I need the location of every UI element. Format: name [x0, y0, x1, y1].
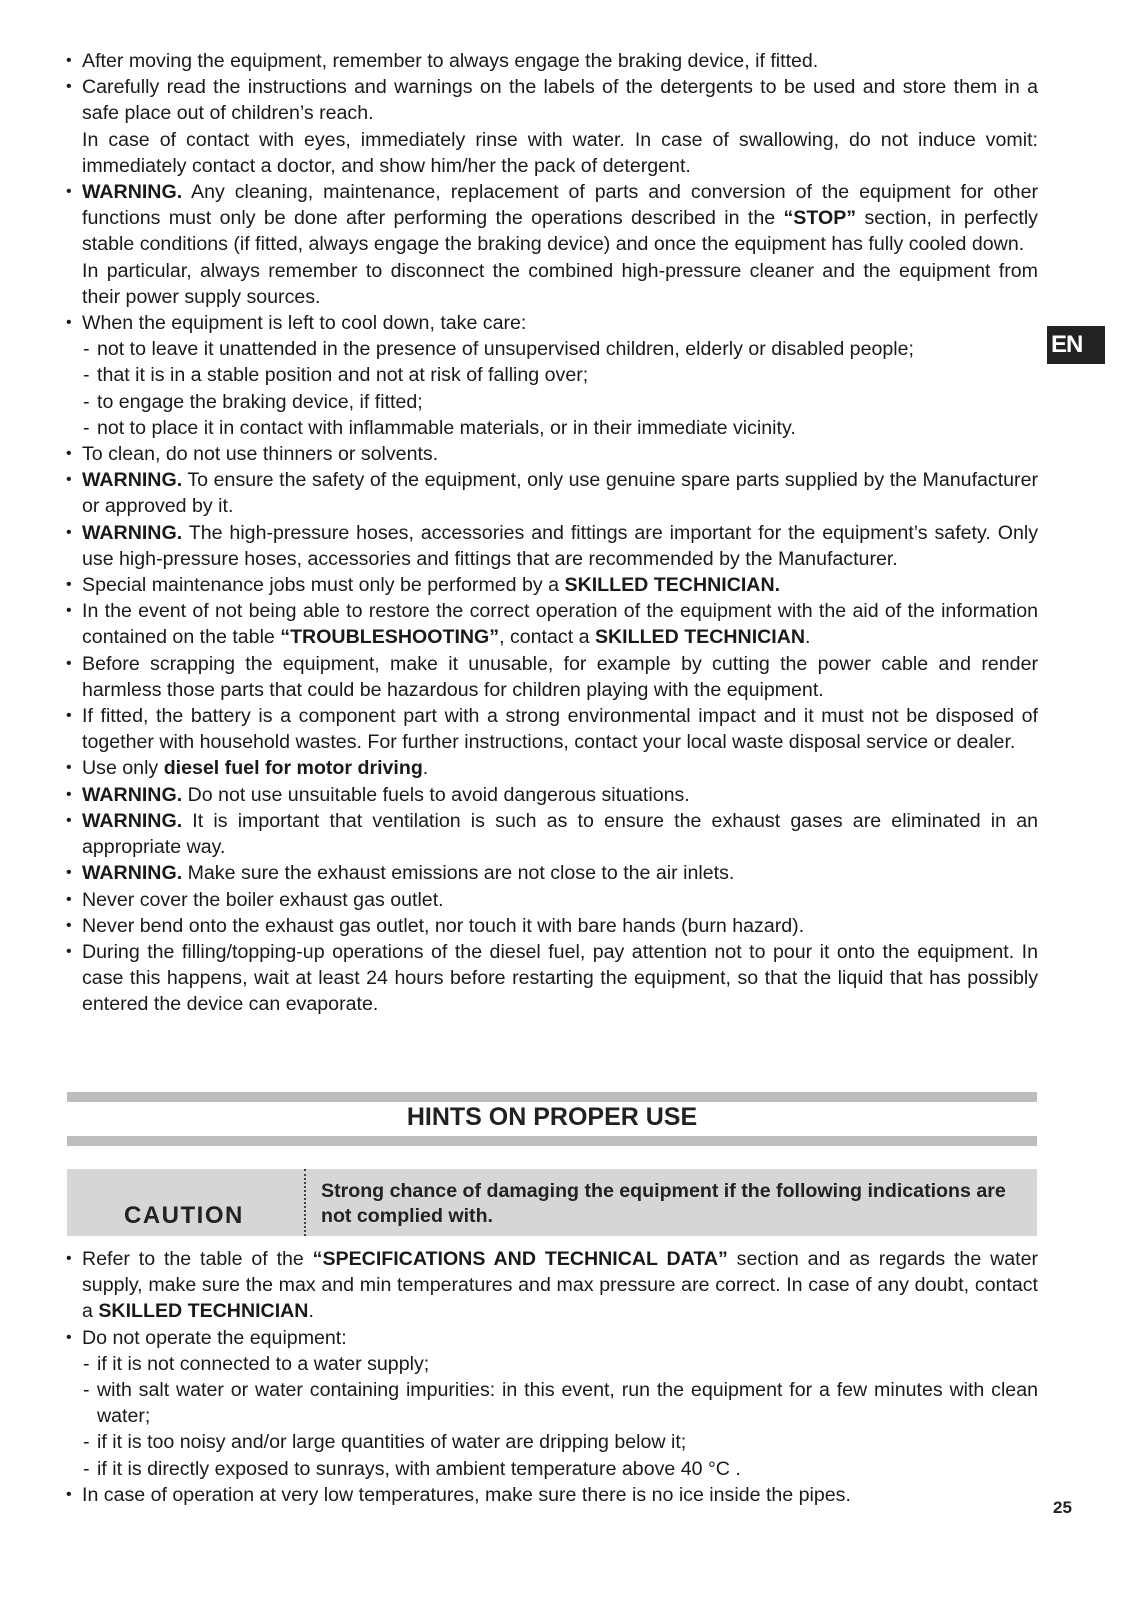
bold-text: SKILLED TECHNICIAN	[98, 1300, 309, 1323]
list-item	[66, 913, 1038, 939]
text-run: Do not operate the equipment:	[82, 1326, 347, 1349]
text-run: Never cover the boiler exhaust gas outlet.	[82, 888, 444, 911]
sub-list-item	[66, 1429, 1038, 1455]
list-item	[66, 1325, 1038, 1351]
list-item	[66, 651, 1038, 703]
bold-text: SKILLED TECHNICIAN.	[564, 574, 781, 597]
text-run: not to leave it unattended in the presence of unsupervised children, elderly or disabled people;	[97, 338, 914, 361]
list-item	[66, 441, 1038, 467]
text-run: , contact a	[499, 626, 595, 649]
list-item	[66, 755, 1038, 781]
text-run: During the filling/topping-up operations of the diesel fuel, pay attention not to pour it onto the equipment. In case this happens, wait at least 24 hours before restarting the equipment, so that the liquid that has possibly entered the device can evaporate.	[82, 940, 1038, 1016]
text-run: Use only	[82, 757, 164, 780]
bold-text: diesel fuel for motor driving	[163, 757, 423, 780]
bold-text: “TROUBLESHOOTING”	[280, 626, 500, 649]
text-run: if it is not connected to a water supply;	[97, 1352, 430, 1375]
bold-text: “STOP”	[783, 207, 857, 230]
text-run: The high-pressure hoses, accessories and fittings are important for the equipment’s safety. Only use high-pressure hoses, accessories and fittings that are recommended by the Manufacturer.	[82, 521, 1038, 570]
text-run: If fitted, the battery is a component part with a strong environmental impact and it must not be disposed of together with household wastes. For further instructions, contact your local waste disposal service or dealer.	[82, 705, 1038, 754]
text-run: When the equipment is left to cool down, take care:	[82, 312, 527, 335]
text-run: It is important that ventilation is such as to ensure the exhaust gases are eliminated in an appropriate way.	[82, 809, 1038, 859]
text-run: To clean, do not use thinners or solvents.	[82, 443, 439, 466]
text-run: In case of operation at very low temperatures, make sure there is no ice inside the pipes.	[82, 1483, 851, 1506]
list-item	[66, 703, 1038, 755]
text-run: .	[308, 1300, 314, 1323]
text-run: In particular, always remember to disconnect the combined high-pressure cleaner and the equipment from their power supply sources.	[82, 259, 1038, 308]
list-item	[66, 860, 1038, 886]
text-run: .	[422, 757, 429, 780]
text-run: Make sure the exhaust emissions are not close to the air inlets.	[182, 862, 735, 885]
bold-text: “SPECIFICATIONS AND TECHNICAL DATA”	[312, 1248, 728, 1270]
bold-text: WARNING.	[82, 521, 183, 544]
paragraph-continuation	[66, 258, 1038, 310]
text-run: to engage the braking device, if fitted;	[97, 390, 423, 413]
bold-text: WARNING.	[82, 862, 183, 885]
sub-list-item	[66, 1351, 1038, 1377]
text-run: Any cleaning, maintenance, replacement of parts and conversion of the equipment for other functions must only be done after performing the operations described in the	[82, 181, 1038, 230]
text-run: Special maintenance jobs must only be performed by a	[82, 574, 565, 597]
bold-text: WARNING.	[82, 469, 183, 492]
section-divider-top	[67, 1092, 1037, 1102]
bold-text: WARNING.	[82, 783, 183, 806]
text-run: To ensure the safety of the equipment, only use genuine spare parts supplied by the Manufacturer or approved by it.	[82, 469, 1038, 518]
text-run: if it is too noisy and/or large quantities of water are dripping below it;	[97, 1431, 687, 1454]
page-number: 25	[1053, 1498, 1072, 1517]
hints-list	[66, 1246, 1038, 1508]
text-run: Never bend onto the exhaust gas outlet, nor touch it with bare hands (burn hazard).	[82, 914, 805, 937]
list-item	[66, 572, 1038, 598]
sub-list-item	[66, 415, 1038, 441]
bold-text: WARNING.	[82, 809, 183, 832]
list-item	[66, 939, 1038, 1018]
text-run: In case of contact with eyes, immediately rinse with water. In case of swallowing, do not induce vomit: immediately contact a doctor, and show him/her the pack of detergent.	[82, 128, 1038, 177]
text-run: In the event of not being able to restore the correct operation of the equipment with the aid of the information contained on the table	[82, 600, 1038, 649]
caution-divider	[304, 1169, 306, 1236]
list-item	[66, 598, 1038, 650]
list-item	[66, 808, 1038, 860]
text-run: Before scrapping the equipment, make it unusable, for example by cutting the power cable and render harmless those parts that could be hazardous for children playing with the equipment.	[82, 652, 1038, 701]
text-run: After moving the equipment, remember to always engage the braking device, if fitted.	[82, 50, 819, 72]
bold-text: WARNING.	[82, 181, 183, 204]
list-item	[66, 782, 1038, 808]
bold-text: SKILLED TECHNICIAN	[594, 626, 806, 649]
section-divider-bottom	[67, 1136, 1037, 1146]
text-run: Refer to the table of the	[82, 1248, 313, 1270]
text-run: not to place it in contact with inflammable materials, or in their immediate vicinity.	[97, 416, 796, 439]
safety-list	[66, 48, 1038, 1018]
sub-list-item	[66, 389, 1038, 415]
section-title: HINTS ON PROPER USE	[406, 1103, 698, 1131]
list-item	[66, 48, 1038, 74]
sub-list-item	[66, 336, 1038, 362]
list-item	[66, 179, 1038, 258]
text-run: Carefully read the instructions and warnings on the labels of the detergents to be used and store them in a safe place out of children’s reach.	[82, 76, 1038, 125]
text-run: .	[805, 626, 811, 649]
text-run: section, in perfectly stable conditions (if fitted, always engage the braking device) and once the equipment has fully cooled down.	[82, 207, 1038, 256]
text-run: section and as regards the water supply, make sure the max and min temperatures and max pressure are correct. In case of any doubt, contact a	[82, 1248, 1038, 1323]
caution-label: CAUTION	[124, 1202, 244, 1229]
caution-text: Strong chance of damaging the equipment if the following indications are not complied with.	[321, 1180, 1006, 1227]
hints-instructions	[66, 1246, 1038, 1508]
language-tab: EN	[1047, 326, 1105, 364]
text-run: that it is in a stable position and not at risk of falling over;	[97, 364, 589, 387]
text-run: with salt water or water containing impurities: in this event, run the equipment for a few minutes with clean water;	[97, 1379, 1038, 1428]
sub-list-item	[66, 1456, 1038, 1482]
list-item	[66, 520, 1038, 572]
paragraph-continuation	[66, 127, 1038, 179]
text-run: if it is directly exposed to sunrays, with ambient temperature above 40 °C .	[97, 1457, 741, 1480]
list-item	[66, 1246, 1038, 1325]
sub-list-item	[66, 1377, 1038, 1429]
list-item	[66, 310, 1038, 336]
text-run: Do not use unsuitable fuels to avoid dangerous situations.	[182, 783, 690, 806]
list-item	[66, 1482, 1038, 1508]
sub-list-item	[66, 362, 1038, 388]
list-item	[66, 74, 1038, 126]
caution-box	[67, 1169, 1037, 1236]
list-item	[66, 467, 1038, 519]
list-item	[66, 887, 1038, 913]
safety-instructions	[66, 48, 1038, 1018]
